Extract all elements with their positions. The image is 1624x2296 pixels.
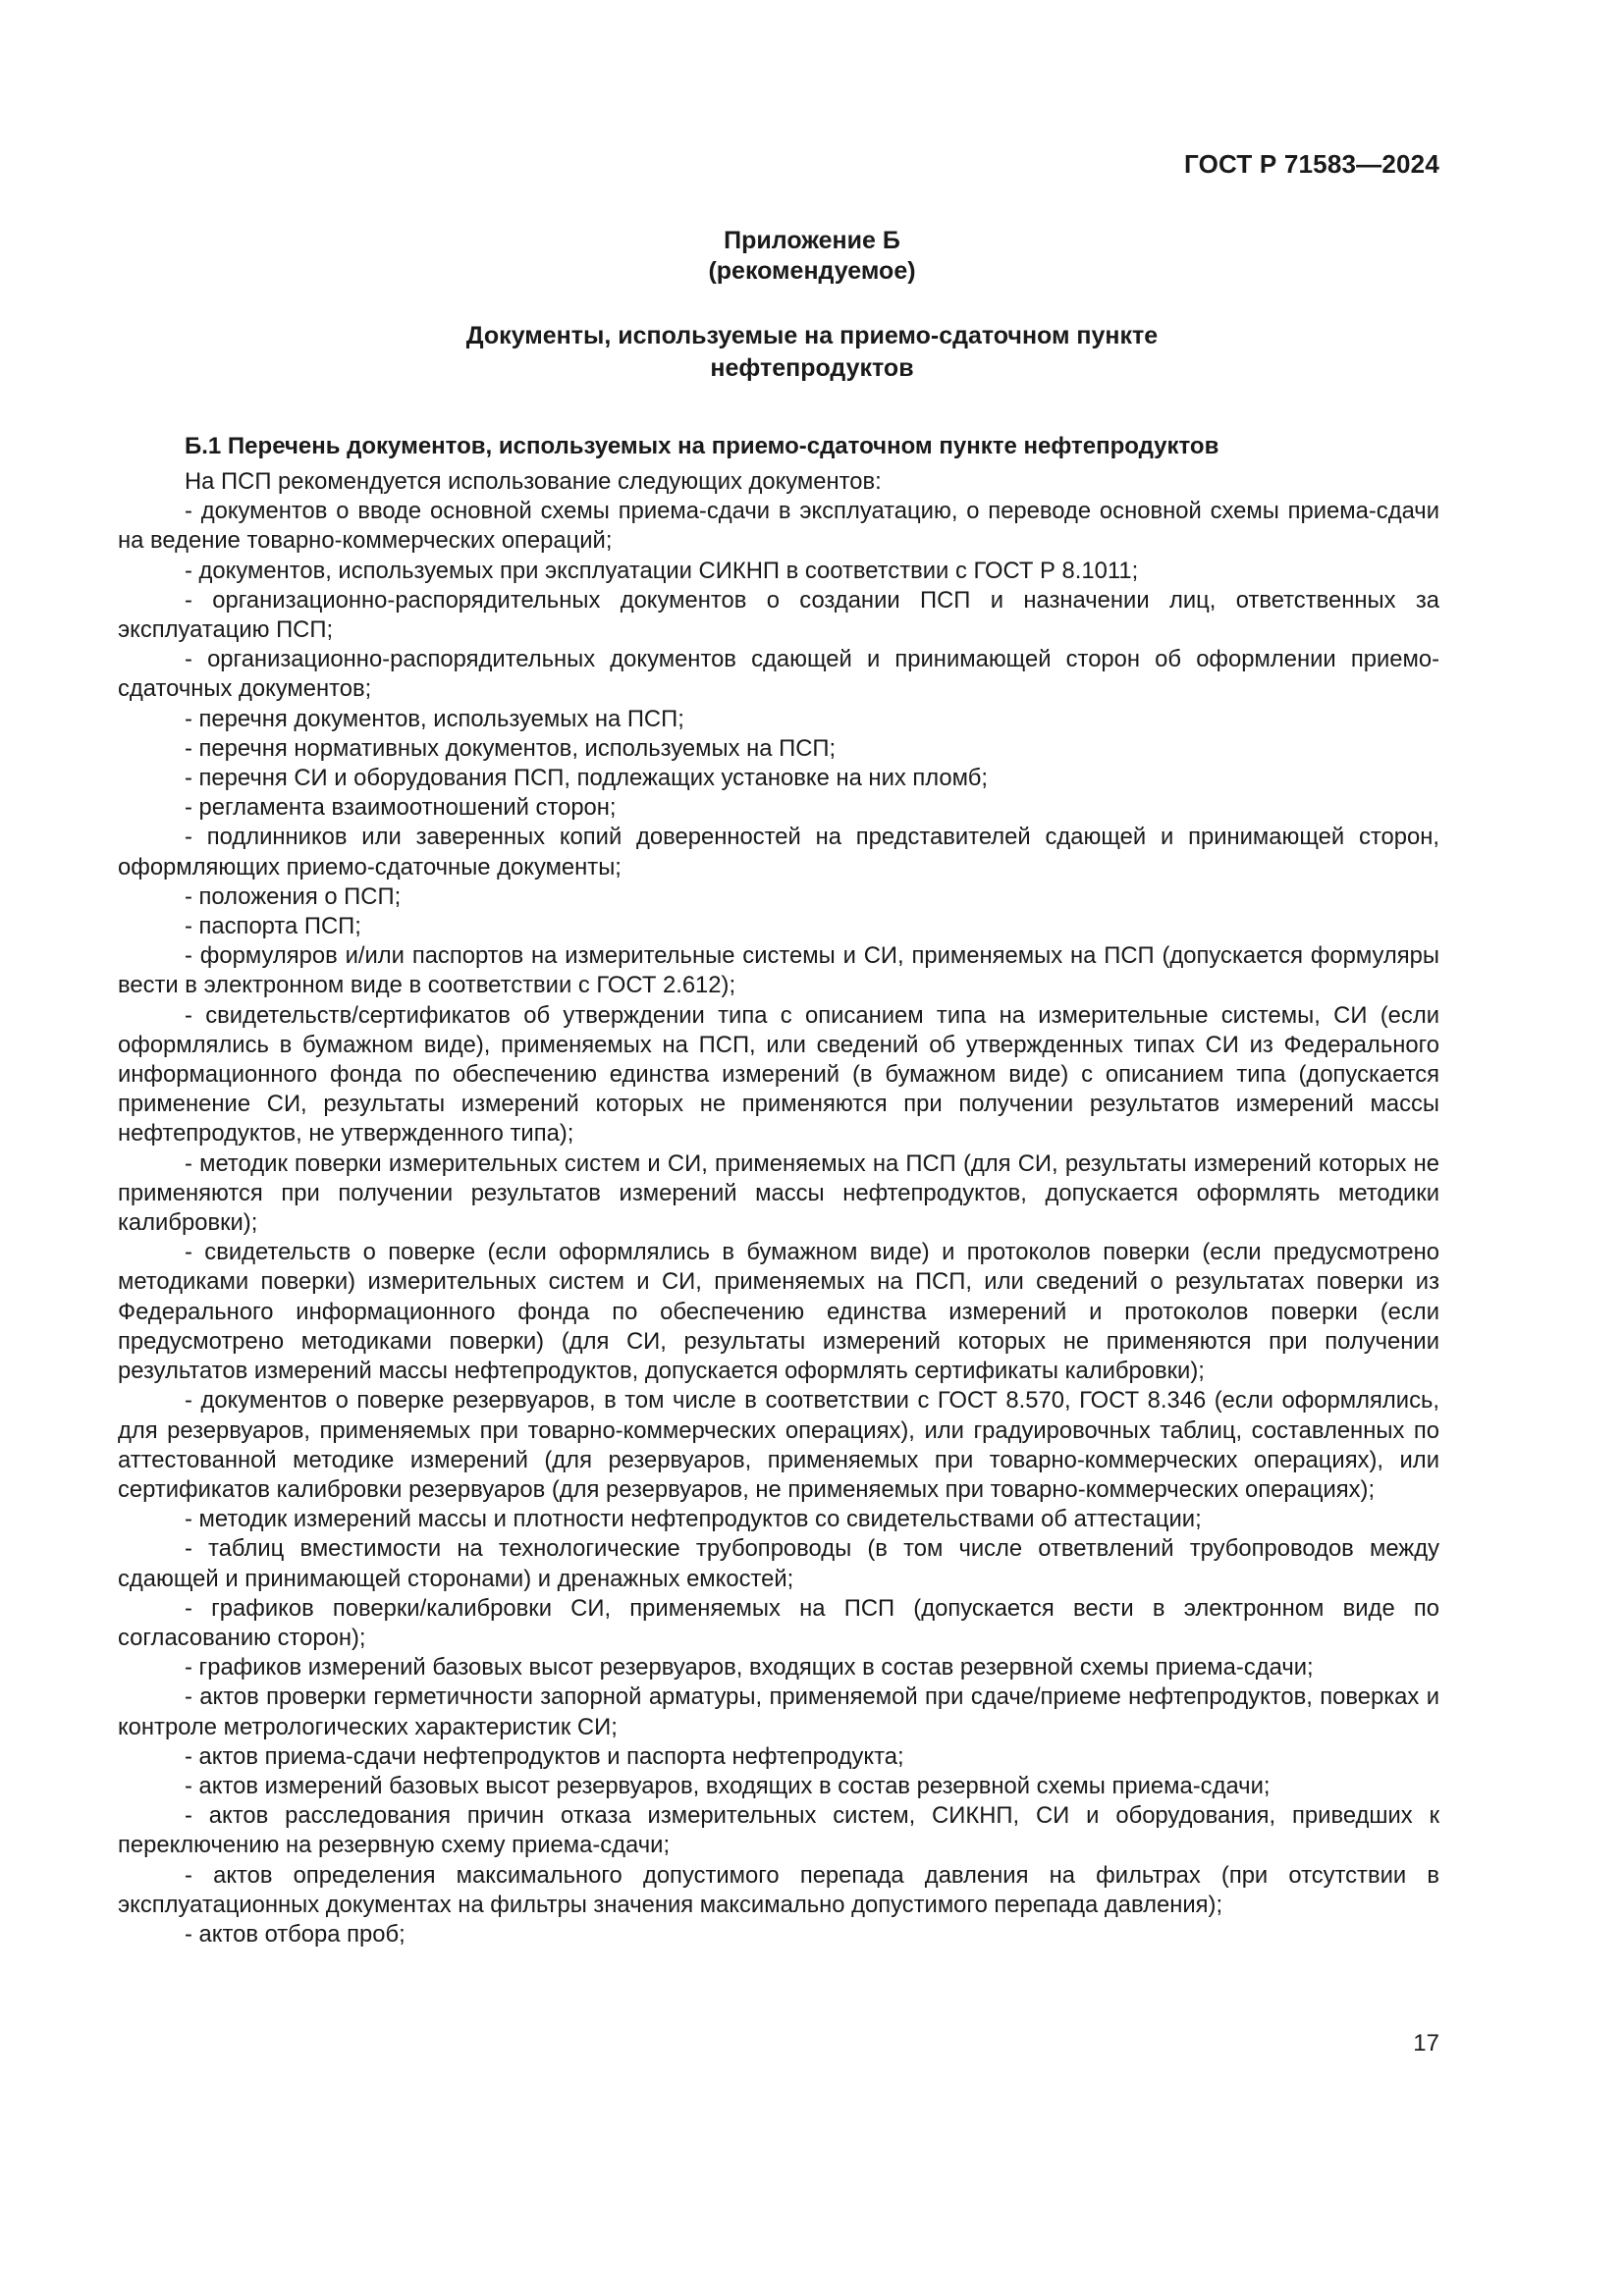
list-item: - таблиц вместимости на технологические трубопроводы (в том числе ответвлений трубопроводов между сдающей и принимающей сторонами) и дренажных емкостей; bbox=[118, 1535, 1439, 1592]
list-item: - актов приема-сдачи нефтепродуктов и паспорта нефтепродукта; bbox=[185, 1742, 904, 1770]
document-title bbox=[0, 320, 1624, 385]
list-item: - паспорта ПСП; bbox=[185, 913, 361, 940]
list-item: - документов, используемых при эксплуатации СИКНП в соответствии с ГОСТ Р 8.1011; bbox=[185, 557, 1139, 584]
list-item: - актов измерений базовых высот резервуаров, входящих в состав резервной схемы приема-сдачи; bbox=[185, 1772, 1271, 1799]
document-title-line-2: нефтепродуктов bbox=[710, 354, 914, 382]
section-heading: Б.1 Перечень документов, используемых на приемо-сдаточном пункте нефтепродуктов bbox=[185, 433, 1219, 459]
list-item: - перечня документов, используемых на ПСП; bbox=[185, 705, 684, 732]
list-item: - графиков поверки/калибровки СИ, применяемых на ПСП (допускается вести в электронном виде по согласованию сторон); bbox=[118, 1594, 1439, 1651]
document-title-line-1: Документы, используемые на приемо-сдаточном пункте bbox=[465, 322, 1159, 349]
document-body bbox=[118, 467, 1439, 1949]
appendix-block bbox=[0, 226, 1624, 287]
list-item: - свидетельств о поверке (если оформлялись в бумажном виде) и протоколов поверки (если предусмотрено методиками поверки) измерительных систем и СИ, применяемых на ПСП, или сведений о результатах поверки из Федерального информационного фонда по обеспечению единства измерений и протоколов поверки (если предусмотрено методиками поверки) (для СИ, результаты измерений которых не применяются при получении результатов измерений массы нефтепродуктов, допускается оформлять сертификаты калибровки); bbox=[118, 1239, 1439, 1385]
list-item: - регламента взаимоотношений сторон; bbox=[185, 794, 617, 822]
list-item: - перечня СИ и оборудования ПСП, подлежащих установке на них пломб; bbox=[185, 765, 988, 792]
list-item: - организационно-распорядительных документов сдающей и принимающей сторон об оформлении приемо-сдаточных документов; bbox=[118, 646, 1439, 703]
list-item: - актов отбора проб; bbox=[185, 1920, 406, 1948]
appendix-label: Приложение Б bbox=[724, 227, 900, 254]
list-item: - графиков измерений базовых высот резервуаров, входящих в состав резервной схемы приема-сдачи; bbox=[185, 1654, 1314, 1682]
list-item: - методик поверки измерительных систем и СИ, применяемых на ПСП (для СИ, результаты измерений которых не применяются при получении результатов измерений массы нефтепродуктов, допускается оформлять методики калибровки); bbox=[118, 1149, 1439, 1237]
list-item: - актов определения максимального допустимого перепада давления на фильтрах (при отсутствии в эксплуатационных документах на фильтры значения максимально допустимого перепада давления); bbox=[118, 1861, 1439, 1918]
page-number: 17 bbox=[1413, 2030, 1439, 2056]
standard-code-header: ГОСТ Р 71583—2024 bbox=[1184, 149, 1439, 179]
list-item: - формуляров и/или паспортов на измерительные системы и СИ, применяемых на ПСП (допускается формуляры вести в электронном виде в соответствии с ГОСТ 2.612); bbox=[118, 942, 1439, 999]
appendix-status: (рекомендуемое) bbox=[708, 257, 916, 285]
list-item: - методик измерений массы и плотности нефтепродуктов со свидетельствами об аттестации; bbox=[185, 1506, 1202, 1533]
list-item: - подлинников или заверенных копий доверенностей на представителей сдающей и принимающей сторон, оформляющих приемо-сдаточные документы; bbox=[118, 824, 1439, 881]
list-item: - актов расследования причин отказа измерительных систем, СИКНП, СИ и оборудования, приведших к переключению на резервную схему приема-сдачи; bbox=[118, 1802, 1439, 1859]
list-item: - свидетельств/сертификатов об утверждении типа с описанием типа на измерительные системы, СИ (если оформлялись в бумажном виде), применяемых на ПСП, или сведений об утвержденных типах СИ из Федерального информационного фонда по обеспечению единства измерений (в бумажном виде) с описанием типа (допускается применение СИ, результаты измерений которых не применяются при получении результатов измерений массы нефтепродуктов, не утвержденного типа); bbox=[118, 1001, 1439, 1148]
list-item: - положения о ПСП; bbox=[185, 882, 402, 910]
list-item: - организационно-распорядительных документов о создании ПСП и назначении лиц, ответственных за эксплуатацию ПСП; bbox=[118, 586, 1439, 644]
list-item: - актов проверки герметичности запорной арматуры, применяемой при сдаче/приеме нефтепродуктов, поверках и контроле метрологических характеристик СИ; bbox=[118, 1683, 1439, 1740]
list-item: - документов о поверке резервуаров, в том числе в соответствии с ГОСТ 8.570, ГОСТ 8.346 (если оформлялись, для резервуаров, применяемых при товарно-коммерческих операциях), или градуировочных таблиц, составленных по аттестованной методике измерений (для резервуаров, применяемых при товарно-коммерческих операциях), или сертификатов калибровки резервуаров (для резервуаров, не применяемых при товарно-коммерческих операциях); bbox=[118, 1387, 1439, 1503]
list-item: - документов о вводе основной схемы приема-сдачи в эксплуатацию, о переводе основной схемы приема-сдачи на ведение товарно-коммерческих операций; bbox=[118, 498, 1439, 555]
intro-paragraph: На ПСП рекомендуется использование следующих документов: bbox=[185, 468, 882, 495]
list-item: - перечня нормативных документов, используемых на ПСП; bbox=[185, 734, 837, 762]
